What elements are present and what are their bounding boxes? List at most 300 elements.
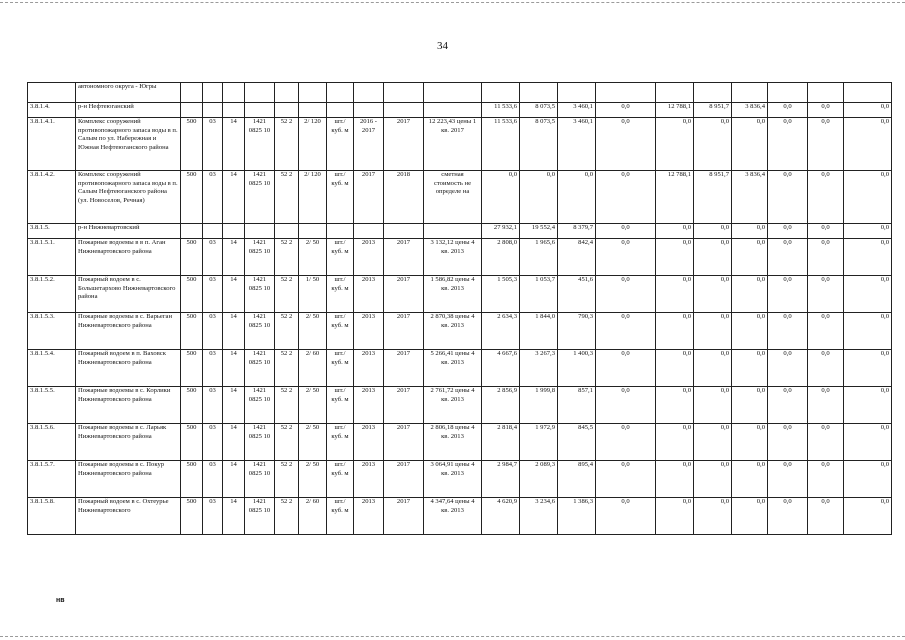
cell-v5: 0,0 [656,387,694,424]
cell-v8: 0,0 [768,171,808,224]
table-row [28,498,892,535]
cell-v4: 0,0 [596,171,656,224]
cell-v9: 0,0 [808,498,844,535]
cell-csr2: 52 2 [275,276,299,313]
cell-csr2: 52 2 [275,350,299,387]
table-row [28,83,892,103]
cell-csr2 [275,224,299,239]
cell-v9: 0,0 [808,224,844,239]
cell-v7: 0,0 [732,350,768,387]
cell-rz: 03 [203,276,223,313]
cell-v10: 0,0 [844,239,892,276]
scan-edge-top [0,2,905,3]
cell-grbs: 500 [181,350,203,387]
cell-csr1: 1421 0825 10 [245,461,275,498]
cell-v9: 0,0 [808,461,844,498]
cell-grbs: 500 [181,239,203,276]
cell-csr2: 52 2 [275,313,299,350]
cell-name: Пожарные водоемы в с. Варьеган Нижневартовского района [76,313,181,350]
cell-code: 3.8.1.5.4. [28,350,76,387]
cell-code: 3.8.1.5.8. [28,498,76,535]
cell-code: 3.8.1.5.7. [28,461,76,498]
cell-csr3: 2/ 60 [299,350,327,387]
cell-v3: 1 400,3 [558,350,596,387]
cell-v4: 0,0 [596,387,656,424]
cell-pr: 14 [223,387,245,424]
cell-cost [424,103,482,118]
cell-v6: 0,0 [694,276,732,313]
cell-rz: 03 [203,387,223,424]
cell-name: Комплекс сооружений противопожарного запаса воды в п. Салым по ул. Набережная и Южная Нефтеюганского района [76,118,181,171]
cell-v1: 2 634,3 [482,313,520,350]
cell-v5: 12 788,1 [656,103,694,118]
table-row [28,313,892,350]
cell-pr: 14 [223,461,245,498]
cell-v6: 0,0 [694,350,732,387]
cell-pr [223,83,245,103]
cell-v9: 0,0 [808,171,844,224]
cell-v6 [694,83,732,103]
cell-grbs: 500 [181,424,203,461]
cell-v7: 0,0 [732,276,768,313]
table-row [28,461,892,498]
cell-csr1: 1421 0825 10 [245,498,275,535]
cell-end: 2018 [384,171,424,224]
cell-v9: 0,0 [808,118,844,171]
table-row [28,118,892,171]
cell-end: 2017 [384,350,424,387]
cell-start [354,103,384,118]
cell-v7 [732,83,768,103]
scan-edge-bottom [0,636,905,637]
cell-code: 3.8.1.5.5. [28,387,76,424]
cell-v7: 0,0 [732,498,768,535]
cell-v3: 0,0 [558,171,596,224]
cell-v1: 27 932,1 [482,224,520,239]
cell-unit: шт./ куб. м [327,171,354,224]
cell-v7: 0,0 [732,239,768,276]
cell-code: 3.8.1.4. [28,103,76,118]
cell-v9: 0,0 [808,424,844,461]
cell-v10: 0,0 [844,350,892,387]
cell-v10: 0,0 [844,276,892,313]
cell-rz: 03 [203,461,223,498]
cell-pr: 14 [223,239,245,276]
cell-csr3: 2/ 60 [299,498,327,535]
cell-cost [424,83,482,103]
cell-v6: 8 951,7 [694,171,732,224]
cell-csr3 [299,224,327,239]
cell-v10: 0,0 [844,103,892,118]
cell-v2: 0,0 [520,171,558,224]
cell-v8: 0,0 [768,350,808,387]
table-body [28,83,892,535]
cell-csr3 [299,103,327,118]
cell-cost [424,224,482,239]
cell-v1: 2 808,0 [482,239,520,276]
cell-v3 [558,83,596,103]
cell-end: 2017 [384,461,424,498]
cell-start: 2017 [354,171,384,224]
cell-start: 2013 [354,387,384,424]
cell-end: 2017 [384,313,424,350]
table-row [28,276,892,313]
cell-csr3: 2/ 50 [299,461,327,498]
cell-end: 2017 [384,424,424,461]
cell-v2: 1 965,6 [520,239,558,276]
cell-grbs [181,103,203,118]
cell-code: 3.8.1.5.1. [28,239,76,276]
cell-name: Пожарные водоемы в с. Корлики Нижневартовского района [76,387,181,424]
cell-code: 3.8.1.4.2. [28,171,76,224]
cell-cost: 2 806,18 цены 4 кв. 2013 [424,424,482,461]
cell-v4: 0,0 [596,118,656,171]
cell-rz: 03 [203,118,223,171]
cell-v8: 0,0 [768,118,808,171]
cell-v8: 0,0 [768,313,808,350]
cell-pr: 14 [223,350,245,387]
cell-start: 2016 - 2017 [354,118,384,171]
cell-v4: 0,0 [596,103,656,118]
cell-unit: шт./ куб. м [327,387,354,424]
cell-end: 2017 [384,239,424,276]
cell-start: 2013 [354,461,384,498]
cell-v3: 1 386,3 [558,498,596,535]
cell-code: 3.8.1.5.2. [28,276,76,313]
cell-start: 2013 [354,313,384,350]
cell-csr2: 52 2 [275,118,299,171]
cell-end [384,103,424,118]
cell-v7: 3 836,4 [732,171,768,224]
cell-v8: 0,0 [768,498,808,535]
cell-v2: 8 073,5 [520,103,558,118]
cell-pr: 14 [223,313,245,350]
cell-v4 [596,83,656,103]
cell-v7: 0,0 [732,313,768,350]
cell-v10: 0,0 [844,424,892,461]
cell-v4: 0,0 [596,461,656,498]
cell-v1 [482,83,520,103]
cell-pr: 14 [223,276,245,313]
cell-cost: 2 870,38 цены 4 кв. 2013 [424,313,482,350]
cell-v2: 1 999,8 [520,387,558,424]
cell-csr3: 2/ 50 [299,239,327,276]
cell-v6: 0,0 [694,387,732,424]
cell-v4: 0,0 [596,350,656,387]
cell-pr [223,103,245,118]
cell-grbs: 500 [181,313,203,350]
cell-v3: 842,4 [558,239,596,276]
cell-end: 2017 [384,387,424,424]
cell-pr: 14 [223,498,245,535]
cell-end [384,83,424,103]
cell-v9: 0,0 [808,387,844,424]
cell-v10: 0,0 [844,118,892,171]
cell-csr1 [245,224,275,239]
table-row [28,239,892,276]
cell-v8: 0,0 [768,239,808,276]
cell-name: р-н Нефтеюганский [76,103,181,118]
cell-v5: 12 788,1 [656,171,694,224]
cell-v2: 19 552,4 [520,224,558,239]
cell-v1: 2 856,9 [482,387,520,424]
cell-v6: 0,0 [694,461,732,498]
cell-code [28,83,76,103]
cell-grbs: 500 [181,171,203,224]
cell-v3: 3 460,1 [558,118,596,171]
table-row [28,224,892,239]
cell-name: Пожарный водоем в с. Охтеурье Нижневартовского [76,498,181,535]
cell-v1: 4 667,6 [482,350,520,387]
cell-v10: 0,0 [844,171,892,224]
cell-csr3 [299,83,327,103]
cell-v9: 0,0 [808,350,844,387]
cell-v5: 0,0 [656,118,694,171]
table-row [28,350,892,387]
cell-v6: 0,0 [694,118,732,171]
cell-rz: 03 [203,350,223,387]
cell-cost: 4 347,64 цены 4 кв. 2013 [424,498,482,535]
cell-v2: 2 089,3 [520,461,558,498]
budget-table [27,82,892,535]
footer-mark: нв [56,597,65,604]
cell-cost: 2 761,72 цены 4 кв. 2013 [424,387,482,424]
cell-v3: 857,1 [558,387,596,424]
cell-cost: 1 586,82 цены 4 кв. 2013 [424,276,482,313]
cell-start [354,83,384,103]
cell-code: 3.8.1.5. [28,224,76,239]
cell-csr2 [275,83,299,103]
cell-unit [327,224,354,239]
cell-rz: 03 [203,498,223,535]
cell-grbs: 500 [181,387,203,424]
cell-v8: 0,0 [768,103,808,118]
cell-grbs: 500 [181,498,203,535]
cell-v5: 0,0 [656,461,694,498]
cell-name: Комплекс сооружений противопожарного запаса воды в п. Салым Нефтеюганского района (ул. Новоселов, Речная) [76,171,181,224]
cell-v8: 0,0 [768,224,808,239]
cell-v10 [844,83,892,103]
cell-v1: 11 533,6 [482,103,520,118]
cell-csr3: 2/ 50 [299,313,327,350]
cell-rz: 03 [203,424,223,461]
cell-unit: шт./ куб. м [327,424,354,461]
cell-csr2 [275,103,299,118]
cell-start: 2013 [354,498,384,535]
cell-rz [203,103,223,118]
cell-v3: 845,5 [558,424,596,461]
cell-v7: 0,0 [732,461,768,498]
cell-cost: 12 223,43 цены 1 кв. 2017 [424,118,482,171]
cell-v6: 0,0 [694,498,732,535]
cell-v9: 0,0 [808,313,844,350]
cell-v4: 0,0 [596,498,656,535]
cell-csr1: 1421 0825 10 [245,313,275,350]
cell-v7: 0,0 [732,118,768,171]
cell-rz: 03 [203,171,223,224]
cell-v2: 8 073,5 [520,118,558,171]
cell-csr1: 1421 0825 10 [245,276,275,313]
cell-csr2: 52 2 [275,498,299,535]
cell-v10: 0,0 [844,224,892,239]
cell-pr [223,224,245,239]
cell-csr3: 1/ 50 [299,276,327,313]
cell-cost: сметная стоимость не определе на [424,171,482,224]
cell-v8: 0,0 [768,461,808,498]
cell-csr3: 2/ 120 [299,171,327,224]
cell-v5 [656,83,694,103]
cell-csr1 [245,103,275,118]
cell-v4: 0,0 [596,239,656,276]
cell-grbs: 500 [181,276,203,313]
cell-v6: 0,0 [694,313,732,350]
cell-v9 [808,83,844,103]
page-number: 34 [437,40,448,52]
cell-v10: 0,0 [844,461,892,498]
cell-v8: 0,0 [768,424,808,461]
cell-v6: 0,0 [694,424,732,461]
cell-pr: 14 [223,171,245,224]
cell-grbs: 500 [181,118,203,171]
cell-grbs [181,224,203,239]
cell-v2 [520,83,558,103]
cell-name: р-н Нижневартовский [76,224,181,239]
cell-name: Пожарный водоем в с. Большетархово Нижневартовского района [76,276,181,313]
cell-v10: 0,0 [844,498,892,535]
cell-v3: 3 460,1 [558,103,596,118]
cell-v2: 3 234,6 [520,498,558,535]
cell-v3: 790,3 [558,313,596,350]
cell-name: Пожарный водоем в п. Ваховск Нижневартовского района [76,350,181,387]
cell-unit [327,103,354,118]
cell-pr: 14 [223,424,245,461]
cell-unit: шт./ куб. м [327,313,354,350]
cell-csr2: 52 2 [275,424,299,461]
cell-csr2: 52 2 [275,239,299,276]
cell-v3: 8 379,7 [558,224,596,239]
cell-csr1: 1421 0825 10 [245,171,275,224]
cell-v1: 11 533,6 [482,118,520,171]
cell-csr3: 2/ 50 [299,424,327,461]
cell-unit: шт./ куб. м [327,276,354,313]
cell-cost: 3 132,12 цены 4 кв. 2013 [424,239,482,276]
cell-v8 [768,83,808,103]
table-row [28,424,892,461]
cell-unit: шт./ куб. м [327,498,354,535]
cell-unit: шт./ куб. м [327,239,354,276]
cell-csr2: 52 2 [275,171,299,224]
cell-unit [327,83,354,103]
cell-v5: 0,0 [656,498,694,535]
cell-start: 2013 [354,350,384,387]
cell-rz: 03 [203,239,223,276]
cell-v6: 0,0 [694,239,732,276]
cell-csr1: 1421 0825 10 [245,118,275,171]
cell-v9: 0,0 [808,239,844,276]
cell-v1: 1 505,3 [482,276,520,313]
cell-v5: 0,0 [656,224,694,239]
cell-v10: 0,0 [844,313,892,350]
cell-v5: 0,0 [656,424,694,461]
cell-rz: 03 [203,313,223,350]
cell-v1: 4 620,9 [482,498,520,535]
cell-end [384,224,424,239]
cell-v2: 1 844,0 [520,313,558,350]
cell-unit: шт./ куб. м [327,118,354,171]
cell-name: автономного округа - Югры [76,83,181,103]
cell-v3: 451,6 [558,276,596,313]
cell-v8: 0,0 [768,276,808,313]
cell-start: 2013 [354,239,384,276]
cell-v5: 0,0 [656,239,694,276]
cell-code: 3.8.1.5.3. [28,313,76,350]
table-row [28,103,892,118]
cell-end: 2017 [384,118,424,171]
cell-v2: 1 972,9 [520,424,558,461]
cell-csr2: 52 2 [275,387,299,424]
cell-v8: 0,0 [768,387,808,424]
cell-v1: 2 818,4 [482,424,520,461]
cell-pr: 14 [223,118,245,171]
cell-v7: 0,0 [732,424,768,461]
cell-unit: шт./ куб. м [327,350,354,387]
cell-v7: 0,0 [732,387,768,424]
cell-v2: 1 053,7 [520,276,558,313]
cell-csr3: 2/ 50 [299,387,327,424]
cell-v6: 8 951,7 [694,103,732,118]
cell-rz [203,83,223,103]
cell-v7: 3 836,4 [732,103,768,118]
cell-start: 2013 [354,424,384,461]
cell-v3: 895,4 [558,461,596,498]
cell-csr1: 1421 0825 10 [245,387,275,424]
cell-rz [203,224,223,239]
cell-cost: 5 266,41 цены 4 кв. 2013 [424,350,482,387]
cell-v5: 0,0 [656,276,694,313]
cell-v7: 0,0 [732,224,768,239]
cell-grbs [181,83,203,103]
cell-v5: 0,0 [656,313,694,350]
cell-code: 3.8.1.4.1. [28,118,76,171]
cell-v5: 0,0 [656,350,694,387]
cell-end: 2017 [384,498,424,535]
cell-start: 2013 [354,276,384,313]
cell-v4: 0,0 [596,313,656,350]
cell-v1: 2 984,7 [482,461,520,498]
cell-grbs: 500 [181,461,203,498]
cell-v1: 0,0 [482,171,520,224]
cell-csr1: 1421 0825 10 [245,239,275,276]
cell-name: Пожарные водоемы в в п. Аган Нижневартовского района [76,239,181,276]
cell-unit: шт./ куб. м [327,461,354,498]
cell-code: 3.8.1.5.6. [28,424,76,461]
cell-end: 2017 [384,276,424,313]
cell-v4: 0,0 [596,224,656,239]
cell-v9: 0,0 [808,103,844,118]
cell-csr3: 2/ 120 [299,118,327,171]
cell-v4: 0,0 [596,424,656,461]
cell-v9: 0,0 [808,276,844,313]
cell-v10: 0,0 [844,387,892,424]
table-row [28,171,892,224]
cell-name: Пожарные водоемы в с. Ларьяк Нижневартовского района [76,424,181,461]
cell-csr1 [245,83,275,103]
cell-csr1: 1421 0825 10 [245,424,275,461]
cell-csr1: 1421 0825 10 [245,350,275,387]
cell-v4: 0,0 [596,276,656,313]
cell-v6: 0,0 [694,224,732,239]
cell-v2: 3 267,3 [520,350,558,387]
